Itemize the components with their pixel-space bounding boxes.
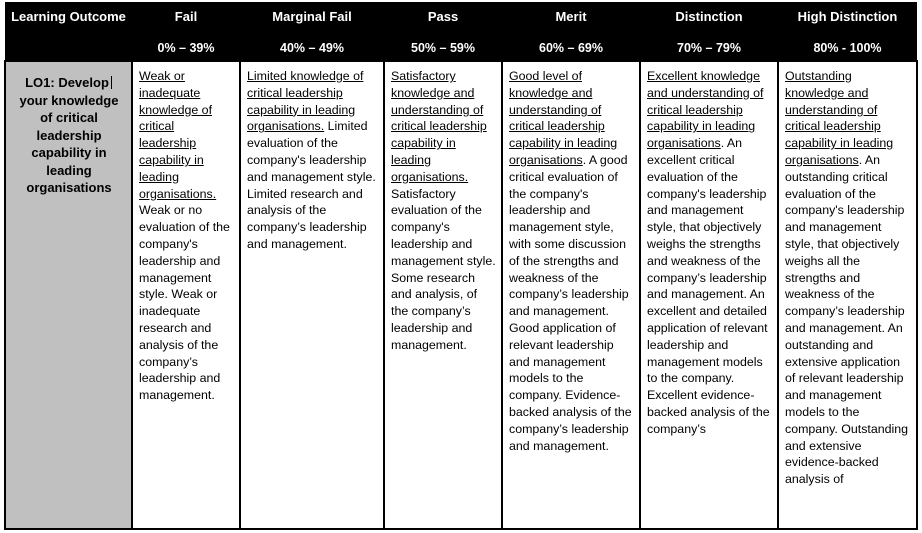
header-cell-pass[interactable] (384, 2, 502, 61)
column-label: Pass (427, 9, 459, 24)
criteria-underlined-text: Limited knowledge of critical leadership capability in leading organisations. (247, 69, 364, 134)
header-cell-learning-outcome[interactable] (5, 2, 132, 61)
criteria-underlined-text: Good level of knowledge and understanding of critical leadership capability in leading organisations (509, 69, 618, 167)
header-cell-fail[interactable] (132, 2, 240, 61)
column-label: Marginal Fail (272, 9, 352, 24)
criteria-body-text: . An excellent critical evaluation of the company's leadership and management style, that objectively weighs the strengths and weakness of the company’s leadership and management. An excellent and detailed application of relevant leadership and management models to the company. Excellent evidence-backed analysis of the company’s (647, 136, 770, 436)
column-range: 0% – 39% (157, 41, 215, 55)
column-label: Fail (174, 9, 198, 24)
criteria-body-text: Satisfactory evaluation of the company's leadership and management style. Some research and analysis, of the company’s leadership and management. (391, 186, 496, 352)
criteria-underlined-text: Weak or inadequate knowledge of critical leadership capability in leading organisations. (139, 69, 217, 201)
learning-outcome-cell[interactable] (5, 61, 132, 529)
text-cursor (111, 76, 112, 89)
header-cell-high-distinction[interactable] (778, 2, 917, 61)
header-cell-distinction[interactable] (640, 2, 778, 61)
criteria-body-text: Limited evaluation of the company's leadership and management style. Limited research and analysis of the company’s leadership and management. (247, 119, 376, 251)
column-label: Merit (555, 9, 587, 24)
header-cell-merit[interactable] (502, 2, 640, 61)
column-range: 80% - 100% (813, 41, 882, 55)
criteria-cell-high-distinction[interactable] (778, 61, 917, 529)
criteria-cell-distinction[interactable] (640, 61, 778, 529)
column-range: 40% – 49% (280, 41, 344, 55)
column-range: 70% – 79% (677, 41, 741, 55)
column-range: 50% – 59% (411, 41, 475, 55)
criteria-body-text: . A good critical evaluation of the company's leadership and management style, with some discussion of the strengths and weakness of the company’s leadership and management. Good application of relevant leadership and management models to the company. Evidence-backed analysis of the company’s leadership and management. (509, 152, 632, 453)
column-range (5, 41, 132, 55)
outcome-text-prefix: LO1: Develop (25, 75, 109, 90)
criteria-underlined-text: Excellent knowledge and understanding of critical leadership capability in leading organisations (647, 69, 764, 151)
criteria-body-text: Weak or no evaluation of the company's leadership and management style. Weak or inadequate research and analysis of the company’s leadership and management. (139, 203, 230, 403)
column-label: Distinction (675, 9, 743, 24)
criteria-cell-marginal-fail[interactable] (240, 61, 384, 529)
header-cell-marginal-fail[interactable] (240, 2, 384, 61)
rubric-header-row (5, 2, 917, 61)
column-label: High Distinction (797, 9, 898, 24)
outcome-text-suffix: your knowledge of critical leadership capability in leading organisations (19, 92, 119, 195)
criteria-body-text: . An outstanding critical evaluation of the company's leadership and management style, that objectively weighs all the strengths and weakness of the company’s leadership and management. An outstanding and extensive application of relevant leadership and management models to the company. Outstanding and extensive evidence-backed analysis of (785, 152, 909, 487)
criteria-underlined-text: Satisfactory knowledge and understanding of critical leadership capability in leading organisations. (391, 69, 487, 184)
criteria-cell-fail[interactable] (132, 61, 240, 529)
grading-rubric-table (4, 2, 918, 530)
rubric-lo1-row (5, 61, 917, 529)
column-range: 60% – 69% (539, 41, 603, 55)
column-label: Learning Outcome (11, 9, 126, 24)
criteria-cell-merit[interactable] (502, 61, 640, 529)
criteria-cell-pass[interactable] (384, 61, 502, 529)
criteria-underlined-text: Outstanding knowledge and understanding of critical leadership capability in leading organisations (785, 69, 894, 167)
